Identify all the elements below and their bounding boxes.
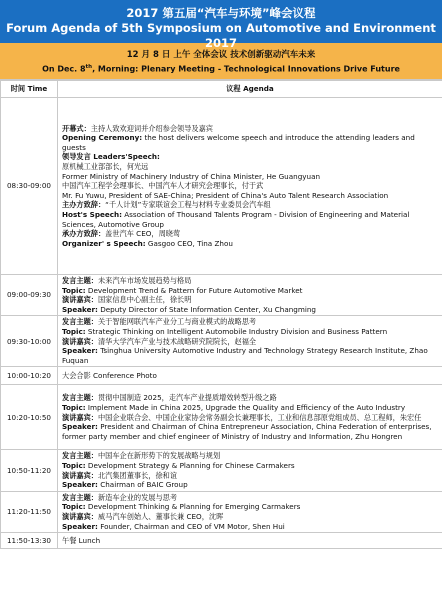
- agenda-line-label: 发言主题：: [62, 276, 98, 285]
- agenda-line: [62, 172, 439, 182]
- agenda-body: [1, 98, 442, 549]
- agenda-line-text: 主持人致欢迎词并介绍参会领导及嘉宾: [90, 123, 213, 133]
- agenda-line-label: Opening Ceremony:: [62, 133, 143, 143]
- agenda-line-label: 领导发言 Leaders'Speech:: [62, 152, 160, 162]
- title-chinese: 2017 第五届“汽车与环境”峰会议程: [126, 6, 316, 20]
- agenda-table: [0, 80, 442, 549]
- agenda-line: [62, 286, 439, 296]
- agenda-line-label: 承办方致辞：: [62, 229, 106, 239]
- agenda-line-label: 演讲嘉宾：: [62, 295, 98, 305]
- agenda-line: [62, 346, 439, 365]
- agenda-line-text: 北汽集团董事长，徐和谊: [97, 470, 178, 480]
- agenda-line-text: 未来汽车市场发展趋势与格局: [97, 276, 192, 285]
- agenda-line-text: Former Ministry of Machinery Industry of China Minister, He Guangyuan: [62, 171, 321, 181]
- agenda-cell: [58, 98, 442, 275]
- agenda-line-text: Implement Made in China 2025, Upgrade the Quality and Efficiency of the Auto Industry: [85, 402, 406, 412]
- agenda-line-label: 发言主题：: [62, 393, 98, 403]
- agenda-line-label: Speaker:: [62, 304, 98, 314]
- table-row: [1, 533, 442, 549]
- agenda-line-text: Tsinghua University Automotive Industry and Technology Strategy Research Institute, Zhao Fuquan: [62, 346, 428, 365]
- agenda-line-label: 开幕式：: [62, 123, 91, 133]
- agenda-line-label: Topic:: [62, 402, 86, 412]
- table-row: [1, 98, 442, 275]
- agenda-line-label: Host's Speech:: [62, 209, 122, 219]
- table-row: [1, 316, 442, 367]
- agenda-line: [62, 371, 439, 381]
- agenda-line-label: Speaker:: [62, 346, 98, 356]
- agenda-line: [62, 493, 439, 503]
- agenda-line: [62, 133, 439, 152]
- title-banner: [0, 0, 442, 50]
- agenda-line: [62, 162, 439, 172]
- table-row: [1, 491, 442, 532]
- agenda-line-label: Topic:: [62, 326, 86, 336]
- agenda-line: [62, 327, 439, 337]
- agenda-line: [62, 536, 439, 546]
- agenda-line-text: Development Trend & Pattern for Future Automotive Market: [85, 285, 303, 295]
- agenda-line-text: 盖世汽车 CEO，周晓莺: [105, 229, 181, 239]
- time-cell: 10:20-10:50: [1, 385, 58, 450]
- agenda-line-label: 主办方致辞：: [62, 200, 106, 210]
- agenda-line: [62, 181, 439, 191]
- agenda-line-label: 演讲嘉宾：: [62, 412, 98, 422]
- agenda-line-text: Development Thinking & Planning for Emerging Carmakers: [85, 502, 301, 512]
- time-cell: 09:00-09:30: [1, 275, 58, 316]
- agenda-line-text: Chairman of BAIC Group: [97, 480, 188, 490]
- agenda-line-label: 发言主题：: [62, 317, 98, 327]
- agenda-line-label: Speaker:: [62, 422, 98, 432]
- time-cell: 11:20-11:50: [1, 491, 58, 532]
- time-cell: 11:50-13:30: [1, 533, 58, 549]
- agenda-line-text: 大会合影 Conference Photo: [62, 371, 157, 381]
- agenda-line-text: Association of Thousand Talents Program - Division of Engineering and Material Sciences, Automotive Group: [62, 209, 410, 229]
- agenda-line-label: Topic:: [62, 285, 86, 295]
- agenda-line: [62, 191, 439, 201]
- agenda-line-text: 清华大学汽车产业与技术战略研究院院长，赵福全: [97, 336, 257, 346]
- agenda-line: [62, 152, 439, 162]
- agenda-line: [62, 461, 439, 471]
- column-header-agenda: 议程 Agenda: [58, 81, 442, 98]
- agenda-cell: [58, 367, 442, 385]
- agenda-line-text: 中国汽车工程学会理事长、中国汽车人才研究会理事长，付于武: [62, 181, 264, 191]
- agenda-cell: [58, 385, 442, 450]
- agenda-line: [62, 295, 439, 305]
- time-cell: 08:30-09:00: [1, 98, 58, 275]
- agenda-line-text: Founder, Chairman and CEO of VM Motor, Shen Hui: [97, 521, 285, 531]
- agenda-line-label: Speaker:: [62, 521, 98, 531]
- session-theme: , Morning: Plenary Meeting - Technological Innovations Drive Future: [92, 64, 400, 74]
- session-date: On Dec. 8: [42, 64, 86, 74]
- agenda-line-label: 演讲嘉宾：: [62, 336, 98, 346]
- agenda-line: [62, 403, 439, 413]
- agenda-line: [62, 124, 439, 134]
- agenda-line: [62, 229, 439, 239]
- agenda-line: [62, 239, 439, 249]
- time-cell: 10:50-11:20: [1, 450, 58, 491]
- agenda-line-text: Gasgoo CEO, Tina Zhou: [145, 238, 233, 248]
- agenda-line-text: 午餐 Lunch: [62, 535, 101, 545]
- column-header-time: 时间 Time: [1, 81, 58, 98]
- agenda-line: [62, 451, 439, 461]
- agenda-line: [62, 480, 439, 490]
- agenda-line-text: 原机械工业部部长，何光远: [62, 162, 149, 172]
- agenda-line: [62, 305, 439, 315]
- agenda-line: [62, 337, 439, 347]
- agenda-line-text: 贯彻中国制造 2025，走汽车产业提质增效转型升级之路: [97, 393, 277, 403]
- time-cell: 09:30-10:00: [1, 316, 58, 367]
- agenda-line-label: Topic:: [62, 502, 86, 512]
- agenda-cell: [58, 491, 442, 532]
- agenda-line-text: Strategic Thinking on Intelligent Automobile Industry Division and Business Pattern: [85, 326, 388, 336]
- agenda-line: [62, 471, 439, 481]
- agenda-line: [62, 210, 439, 229]
- table-row: [1, 450, 442, 491]
- agenda-cell: [58, 450, 442, 491]
- agenda-line-text: Development Strategy & Planning for Chinese Carmakers: [85, 460, 295, 470]
- agenda-line: [62, 393, 439, 403]
- agenda-line-text: the host delivers welcome speech and introduce the attending leaders and guests: [62, 133, 415, 152]
- agenda-line: [62, 522, 439, 532]
- agenda-line: [62, 413, 439, 423]
- agenda-line: [62, 276, 439, 286]
- agenda-cell: [58, 275, 442, 316]
- agenda-cell: [58, 316, 442, 367]
- agenda-line-text: Mr. Fu Yuwu, President of SAE-China; President of China's Auto Talent Research Association: [62, 190, 389, 200]
- agenda-line-label: 发言主题：: [62, 492, 98, 502]
- agenda-line-text: 中国企业联合会、中国企业家协会常务副会长兼理事长，工业和信息部原党组成员、总工程师，朱宏任: [97, 412, 422, 422]
- session-banner: [0, 43, 442, 80]
- agenda-line-text: 威马汽车创始人、董事长兼 CEO，沈晖: [97, 511, 224, 521]
- table-row: [1, 367, 442, 385]
- agenda-line: [62, 200, 439, 210]
- agenda-line: [62, 512, 439, 522]
- agenda-line-label: Speaker:: [62, 480, 98, 490]
- agenda-line-text: Deputy Director of State Information Center, Xu Changming: [97, 304, 316, 314]
- agenda-line-label: 演讲嘉宾：: [62, 470, 98, 480]
- agenda-line: [62, 317, 439, 327]
- session-title-chinese: 12 月 8 日 上午 全体会议 技术创新驱动汽车未来: [126, 50, 316, 60]
- agenda-line-text: President and Chairman of China Entrepreneur Association, China Federation of enterprises, former party member and chief engineer of Ministry of Industry and Information, Zhu Hongren: [62, 422, 432, 441]
- agenda-line-text: 关于智能网联汽车产业分工与商业模式的战略思考: [97, 317, 257, 327]
- session-title-english: [0, 61, 442, 76]
- agenda-line-text: 中国车企在新形势下的发展战略与规划: [97, 451, 221, 461]
- agenda-line-label: Topic:: [62, 460, 86, 470]
- table-row: [1, 275, 442, 316]
- agenda-line-label: 演讲嘉宾：: [62, 511, 98, 521]
- agenda-cell: [58, 533, 442, 549]
- agenda-line: [62, 502, 439, 512]
- agenda-line-label: 发言主题：: [62, 451, 98, 461]
- session-date-suffix: th: [85, 64, 93, 70]
- table-header-row: [1, 81, 442, 98]
- time-cell: 10:00-10:20: [1, 367, 58, 385]
- agenda-line-text: 新造车企业的发展与思考: [97, 492, 178, 502]
- table-row: [1, 385, 442, 450]
- agenda-line-text: “千人计划”专家联谊会工程与材料专业委员会汽车组: [105, 200, 271, 210]
- title-english: Forum Agenda of 5th Symposium on Automotive and Environment 2017: [6, 21, 436, 50]
- agenda-line-text: 国家信息中心副主任，徐长明: [97, 295, 192, 305]
- agenda-line-label: Organizer' s Speech:: [62, 238, 146, 248]
- agenda-line: [62, 422, 439, 441]
